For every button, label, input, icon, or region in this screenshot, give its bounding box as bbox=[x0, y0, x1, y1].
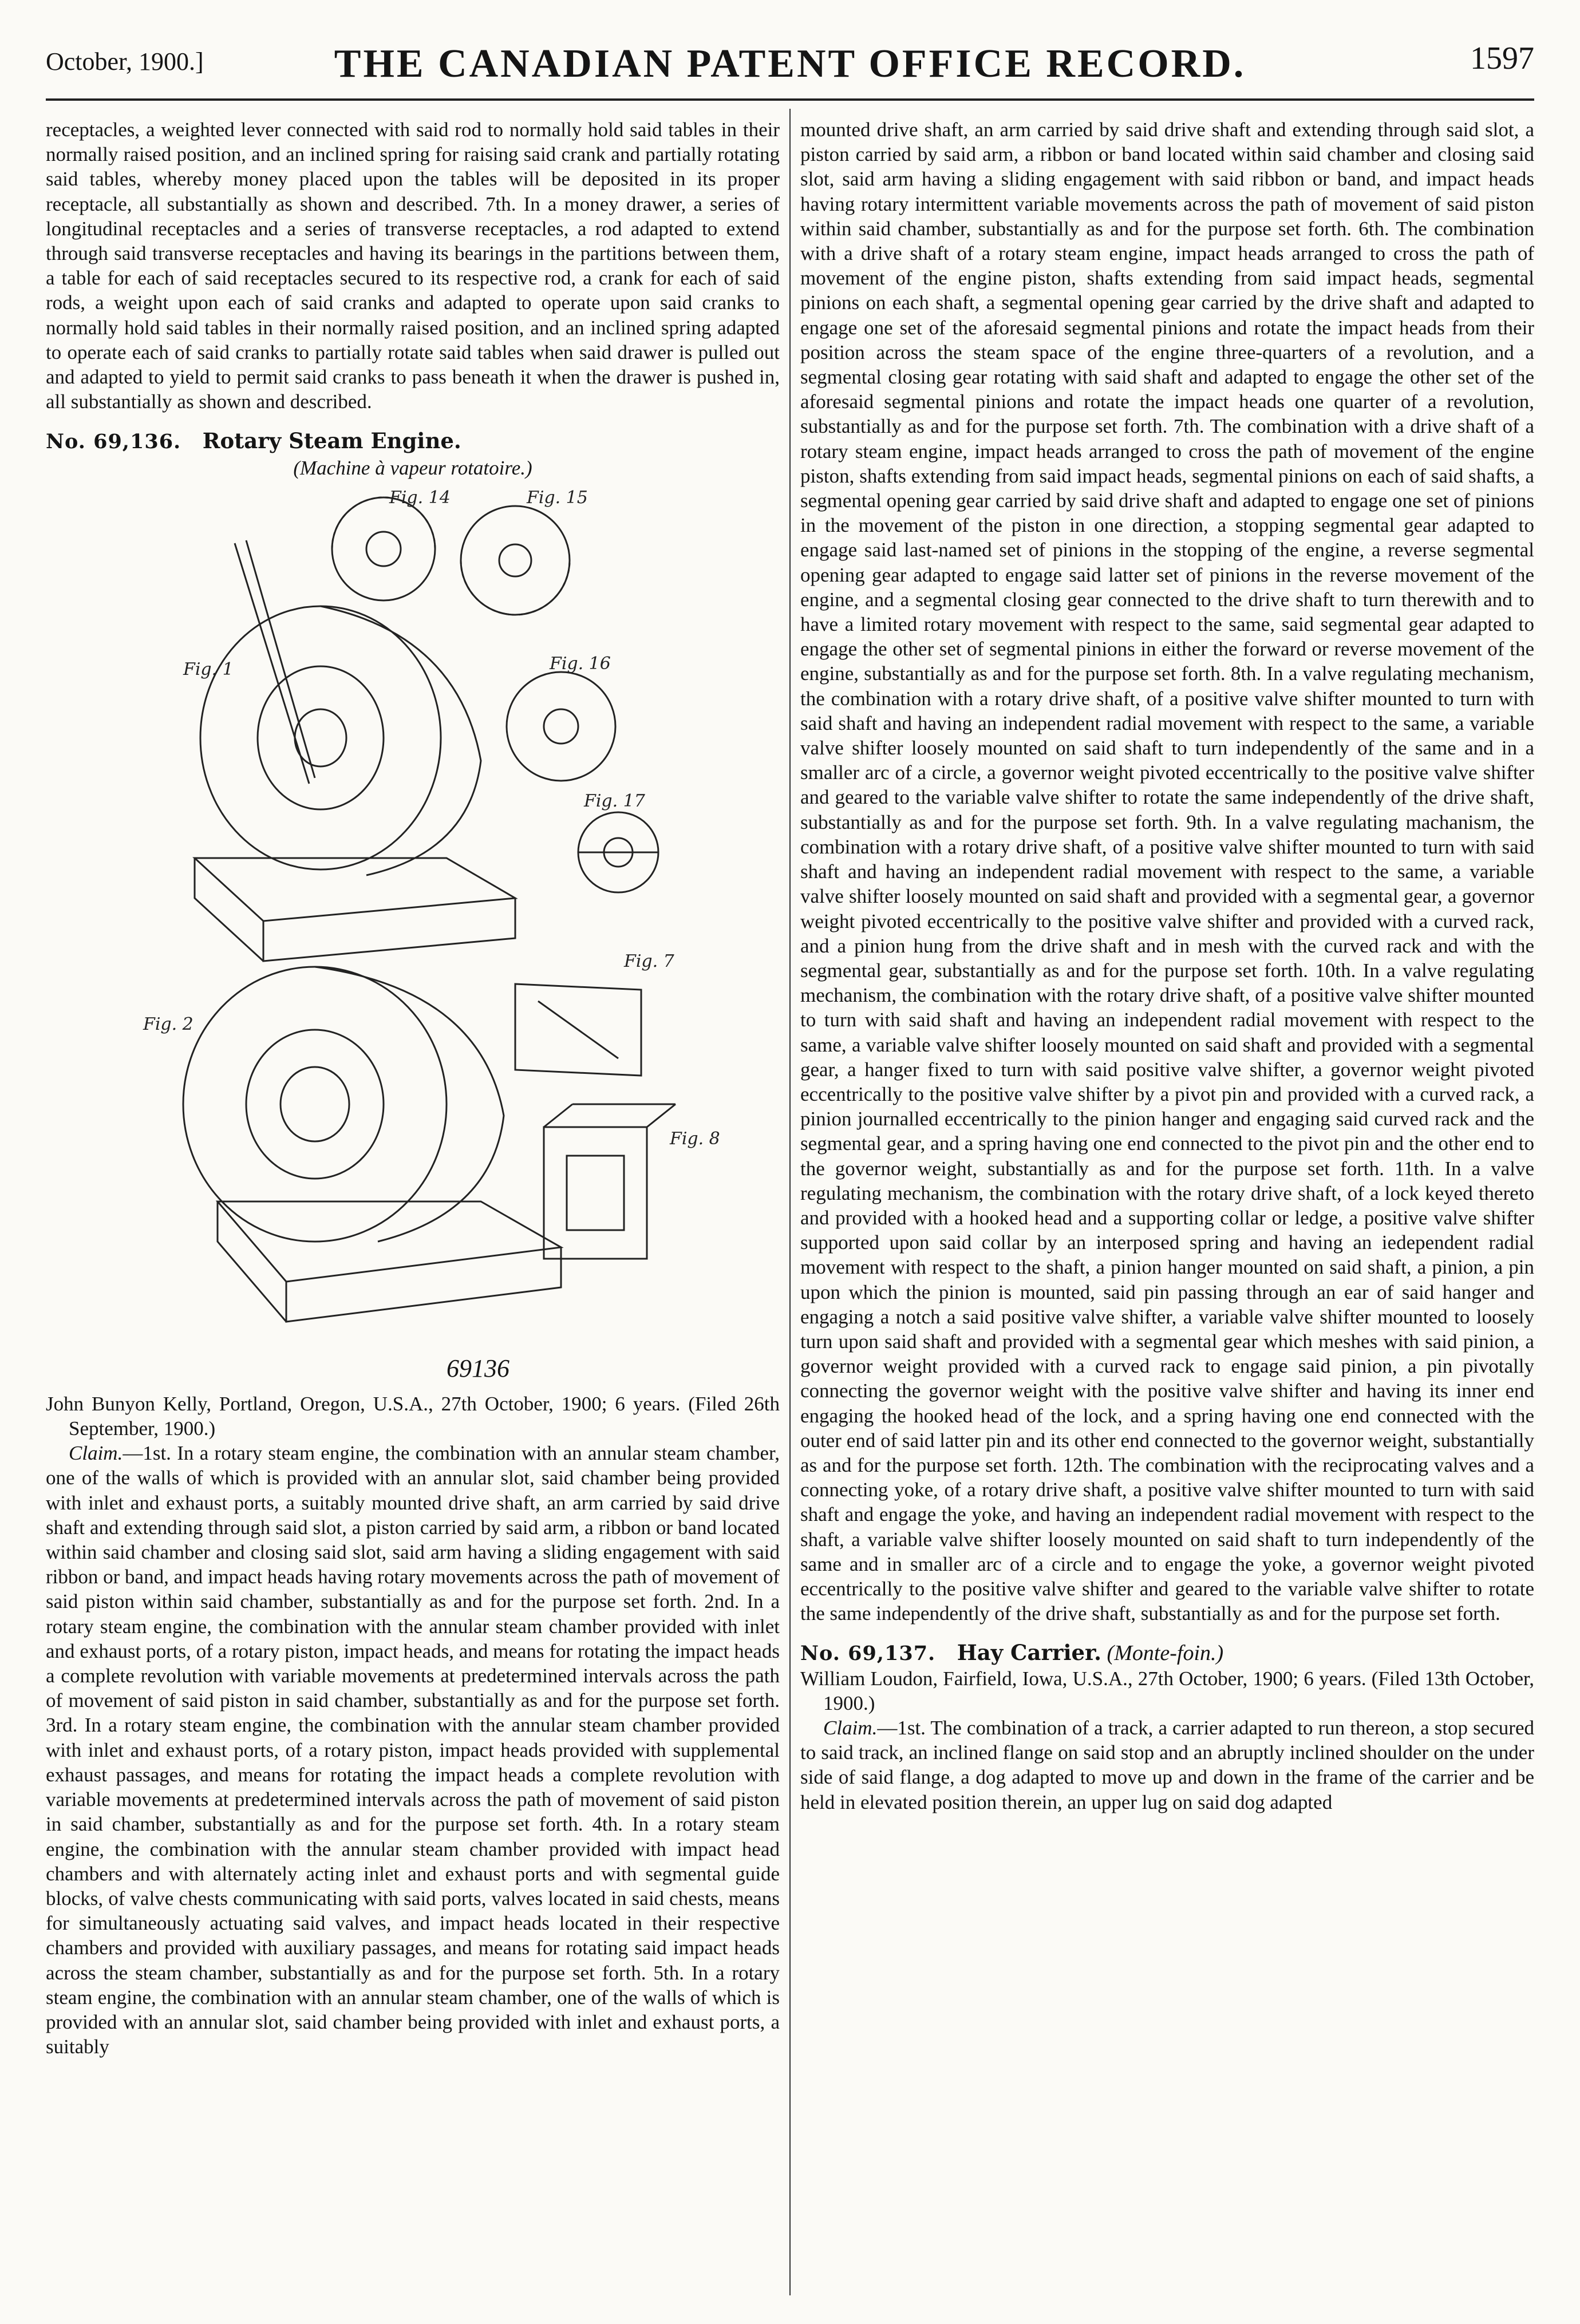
gear-disc-fig15 bbox=[461, 506, 570, 615]
continued-claims-text-right: mounted drive shaft, an arm carried by said drive shaft and extending through said slot, a piston carried by said arm, a ribbon or band located within said chamber and closing said slot, said arm having a sliding engagement with said ribbon or band, and impact heads having rotary intermittent variable movements across the path of movement of said piston within said chamber, substantially as and for the purpose set forth. 6th. The combination with a drive shaft of a rotary steam engine, impact heads arranged to cross the path of movement of the engine piston, shafts extending from said impact heads, segmental pinions on each shaft, a segmental opening gear carried by the drive shaft and adapted to engage one set of the aforesaid segmental pinions and rotate the impact heads from their position across the steam space of the engine three-quarters of a revolution, and a segmental closing gear rotating with said shaft and adapted to engage the other set of the aforesaid segmental pinions and rotate the impact heads one quarter of a revolution, substantially as and for the purpose set forth. 7th. The combination with a drive shaft of a rotary steam engine, impact heads arranged to cross the path of movement of the engine piston, shafts extending from said impact heads, segmental pinions on each of said shafts, a segmental opening gear carried by said drive shaft and adapted to engage one set of pinions in the movement of the piston in one direction, a stopping segmental gear adapted to engage said last-named set of pinions in the stopping of the engine, a reverse segmental opening gear adapted to engage said latter set of pinions in the reverse movement of the engine, and a segmental closing gear connected to the drive shaft to turn therewith and to have a limited rotary movement with respect to the same, said segmental gear adapted to engage the other set of segmental pinions in either the forward or reverse movement of the engine, substantially as and for the purpose set forth. 8th. In a valve regulating mechanism, the combination with a rotary drive shaft, of a positive valve shifter mounted to turn with said shaft and having an independent radial movement with respect to the same, a variable valve shifter loosely mounted on said shaft to turn independently of the same and in a smaller arc of a circle, a governor weight pivoted eccentrically to the positive valve shifter and geared to the variable valve shifter to rotate the same independently of the drive shaft, substantially as and for the purpose set forth. 9th. In a valve regulating machanism, the combination with a rotary drive shaft, of a positive valve shifter mounted to turn with said shaft and having an independent radial movement with respect to the same, a variable valve shifter loosely mounted on said shaft and provided with a segmental gear, a governor weight pivoted eccentrically to the positive valve shifter and provided with a curved rack, and a pinion hung from the drive shaft and in mesh with the curved rack and with the segmental gear, substantially as and for the purpose set forth. 10th. In a valve regulating mechanism, the combination with the rotary drive shaft, of a positive valve shifter mounted to turn with said shaft and having an independent radial movement with respect to the same, a variable valve shifter loosely mounted on said shaft and provided with a segmental gear, a hanger fixed to turn with said positive valve shifter, a governor weight pivoted eccentrically to the positive valve shifter by a pivot pin and provided with a curved rack, a pinion journalled eccentrically to the pinion hanger and engaging said curved rack and the segmental gear, and a spring having one end connected to the pivot pin and the other end to the governor weight, substantially as and for the purpose set forth. 11th. In a valve regulating mechanism, the combination with the rotary drive shaft, of a lock keyed thereto and provided with a hooked head and a supporting collar or ledge, a positive valve shifter supported upon said collar by an interposed spring and having an iedependent radial movement with respect to the shaft, a pinion hanger mounted on said shaft, a pinion, a pin upon which the pinion is mounted, said pin passing through an ear of said hanger and engaging a notch a said positive valve shifter, a variable valve shifter mounted to loosely turn upon said shaft and provided with a segmental gear which meshes with said pinion, a governor weight provided with a curved rack to engage said pinion, a pin pivotally connecting the governor weight with the positive valve shifter and having its inner end engaging the hooked head of the lock, and a spring having one end connected with the outer end of said latter pin and its other end connected to the governor weight, substantially as and for the purpose set forth. 12th. The combination with the reciprocating valves and a connecting yoke, of a rotary drive shaft, a positive valve shifter mounted to turn with said shaft and engage the yoke, and having an independent radial movement with respect to the shaft, a variable valve shifter loosely mounted on said shaft to turn independently of the same and in smaller arc of a circle and to engage the yoke, a governor weight pivoted eccentrically to the positive valve shifter and geared to the variable valve shifter to rotate the same independently of the drive shaft, substantially as and for the purpose set forth. bbox=[800, 118, 1534, 1625]
inventor-line: John Bunyon Kelly, Portland, Oregon, U.S.A., 27th October, 1900; 6 years. (Filed 26th September, 1900.) bbox=[46, 1392, 780, 1440]
fig-label-1: Fig. 1 bbox=[183, 659, 234, 679]
page-header bbox=[46, 27, 1534, 90]
inventor-line-2: William Loudon, Fairfield, Iowa, U.S.A., 27th October, 1900; 6 years. (Filed 13th October, 1900.) bbox=[800, 1667, 1534, 1714]
patent-number: No. 69,136. bbox=[46, 430, 181, 454]
gear-disc-fig16 bbox=[507, 672, 615, 781]
header-title: THE CANADIAN PATENT OFFICE RECORD. bbox=[334, 42, 1246, 86]
patent-number-2: No. 69,137. bbox=[800, 1642, 936, 1666]
column-divider bbox=[789, 109, 791, 2295]
continued-claims-text: receptacles, a weighted lever connected with said rod to normally hold said tables in their normally raised position, and an inclined spring for raising said crank and partially rotating said tables, whereby money placed upon the tables will be deposited in its proper receptacle, all substantially as shown and described. 7th. In a money drawer, a series of longitudinal receptacles and a series of transverse receptacles, a rod adapted to extend through said transverse receptacles and having its bearings in the partitions between them, a table for each of said receptacles secured to its respective rod, a crank for each of said rods, a weight upon each of said cranks and adapted to operate upon said cranks to normally hold said tables in their normally raised position, and an inclined spring adapted to operate each of said cranks to partially rotate said tables when said drawer is pulled out and adapted to yield to permit said cranks to pass beneath it when the drawer is pushed in, all substantially as shown and described. bbox=[46, 118, 780, 413]
engine-body-fig2 bbox=[183, 967, 561, 1322]
claim-label: Claim. bbox=[69, 1442, 123, 1465]
detail-fig7 bbox=[515, 984, 641, 1076]
engine-body-fig1 bbox=[195, 540, 515, 961]
patent-heading-69136 bbox=[46, 429, 780, 454]
fig-label-15: Fig. 15 bbox=[527, 487, 588, 508]
page-number: 1597 bbox=[1470, 41, 1534, 76]
fig-label-7: Fig. 7 bbox=[624, 951, 674, 971]
patent-heading-69137 bbox=[800, 1641, 1534, 1666]
left-column bbox=[46, 117, 780, 2304]
patent-drawing-figure bbox=[46, 486, 780, 1385]
detail-fig8 bbox=[544, 1104, 676, 1259]
fig-label-14: Fig. 14 bbox=[389, 487, 451, 508]
fig-label-8: Fig. 8 bbox=[670, 1128, 720, 1149]
gear-disc-fig17 bbox=[578, 812, 658, 892]
claim-text-2: —1st. The combination of a track, a carrier adapted to run thereon, a stop secured to said track, an inclined flange on said stop and an abruptly inclined shoulder on the under side of said flange, a dog adapted to move up and down in the frame of the carrier and be held in elevated position therein, an upper lug on said dog adapted bbox=[800, 1717, 1534, 1813]
french-title: (Machine à vapeur rotatoire.) bbox=[293, 456, 532, 479]
claim-label-2: Claim. bbox=[823, 1717, 878, 1739]
fig-label-17: Fig. 17 bbox=[584, 791, 645, 811]
claim-text: —1st. In a rotary steam engine, the combination with an annular steam chamber, one of the walls of which is provided with an annular slot, said chamber being provided with inlet and exhaust ports, a suitably mounted drive shaft, an arm carried by said drive shaft and extending through said slot, a piston carried by said arm, a ribbon or band located within said chamber and closing said slot, said arm having a sliding engagement with said ribbon or band, and impact heads having rotary movements across the path of movement of said piston within said chamber, substantially as and for the purpose set forth. 2nd. In a rotary steam engine, the combination with the annular steam chamber provided with inlet and exhaust ports, of a rotary piston, impact heads, and means for rotating the impact heads a complete revolution with variable movements at predetermined intervals across the path of movement of said piston in said chamber, substantially as and for the purpose set forth. 3rd. In a rotary steam engine, the combination with the annular steam chamber provided with inlet and exhaust ports, of a rotary piston, impact heads provided with supplemental exhaust passages, and means for rotating the impact heads a complete revolution with variable movements at predetermined intervals across the path of movement of said piston in said chamber, substantially as and for the purpose set forth. 4th. In a rotary steam engine, the combination with the annular steam chamber provided with impact head chambers and with alternately acting inlet and exhaust ports and with segmental guide blocks, of valve chests communicating with said ports, valves located in said chests, means for simultaneously actuating said valves, and impact heads located in their respective chambers and provided with auxiliary passages, and means for rotating said impact heads across the steam chamber, substantially as and for the purpose set forth. 5th. In a rotary steam engine, the combination with an annular steam chamber, one of the walls of which is provided with an annular slot, said chamber being provided with inlet and exhaust ports, a suitably bbox=[46, 1442, 780, 2058]
fig-label-2: Fig. 2 bbox=[143, 1014, 193, 1034]
patent-title: Rotary Steam Engine. bbox=[202, 428, 461, 454]
fig-label-16: Fig. 16 bbox=[550, 653, 611, 674]
claim-paragraph bbox=[46, 1441, 780, 2059]
header-date: October, 1900.] bbox=[46, 48, 204, 76]
patent-title-2: Hay Carrier. bbox=[957, 1640, 1102, 1666]
gear-disc-fig14 bbox=[332, 497, 435, 600]
claim-paragraph-2 bbox=[800, 1716, 1534, 1815]
header-rule bbox=[46, 98, 1534, 101]
french-title-2: (Monte-foin.) bbox=[1107, 1641, 1224, 1666]
right-column bbox=[800, 117, 1534, 2304]
figure-number-caption: 69136 bbox=[447, 1354, 509, 1382]
rotary-engine-drawing bbox=[46, 486, 780, 1356]
